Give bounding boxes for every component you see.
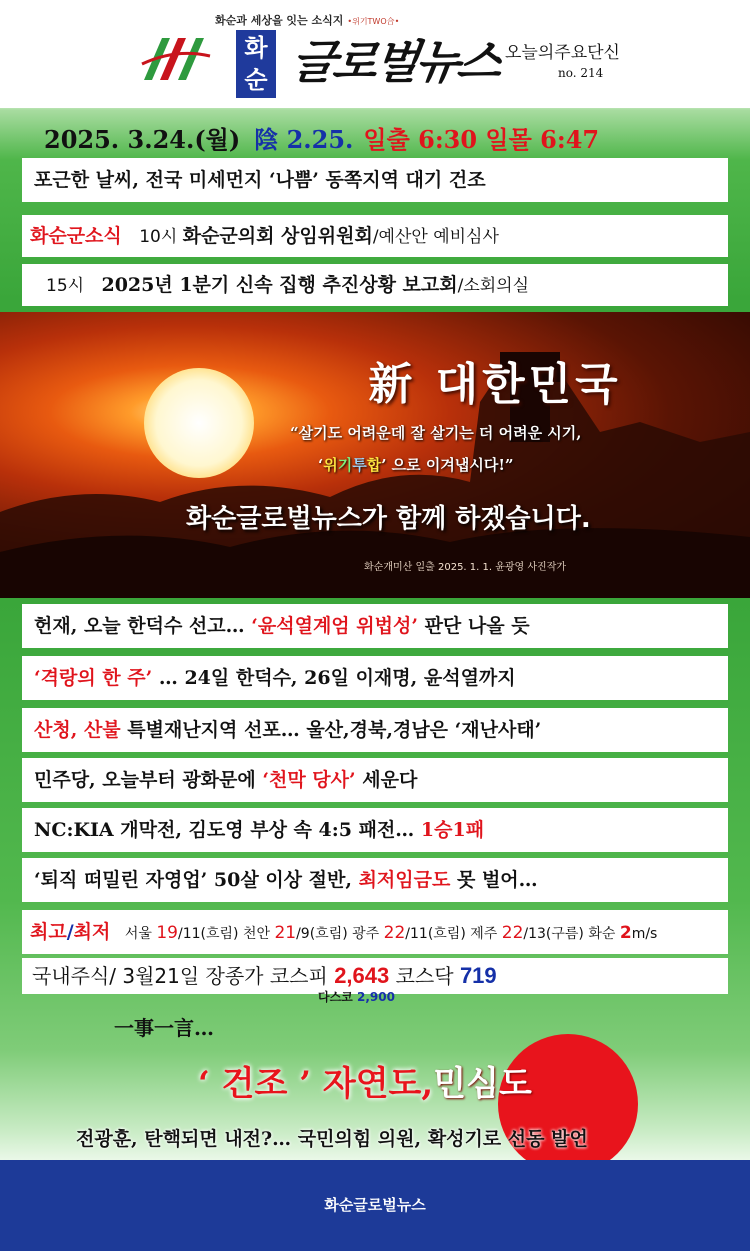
photo-credit: 화순개미산 일출 2025. 1. 1. 윤광영 사진작가 [364,562,567,573]
county-item2-time: 15시 [46,276,85,296]
kosdaq-label: 코스닥 [389,964,460,988]
headline-4[interactable]: 민주당, 오늘부터 광화문에 ‘천막 당사’ 세운다 [22,758,728,802]
hs-logo-icon [140,34,212,84]
kosdaq-value: 719 [459,963,497,988]
oneword-subtext: 전광훈, 탄핵되면 내전?… 국민의힘 의원, 확성기로 선동 발언 [76,1128,588,1150]
weather-wind: 화순 2m/s [588,923,658,943]
banner-quote-line1: “살기도 어려운데 잘 살기는 더 어려운 시기, [290,424,582,442]
stock-label: 국내주식/ 3월21일 장종가 코스피 [32,964,335,988]
county-item1-note: /예산안 예비심사 [372,227,499,247]
banner-title: 新 대한민국 [368,359,622,410]
weather-label: 최고/최저 [30,921,111,943]
county-news-label: 화순군소식 [30,225,122,247]
weather-row [22,910,728,954]
weather-seoul: 서울 19/11(흐림) [124,923,243,943]
date-line [44,120,599,155]
dow-value-row: 다스코 2,900 [318,990,395,1004]
weather-cheonan: 천안 21/9(흐림) [242,923,353,943]
kospi-value: 2,643 [334,963,390,988]
masthead-tagline-sub: •위기TWO合• [347,17,400,26]
logo-hwasun-box: 화 순 [236,30,276,98]
county-news-item-1[interactable] [22,215,728,257]
county-news-item-2[interactable] [22,264,728,306]
footer-brand[interactable]: 화순글로벌뉴스 [0,1160,750,1251]
banner-main-slogan: 화순글로벌뉴스가 함께 하겠습니다. [186,504,591,534]
county-item1-title: 화순군의회 상임위원회 [182,225,373,247]
weather-jeju: 제주 22/13(구름) [470,923,589,943]
issue-number: no. 214 [558,66,604,80]
oneword-label: 一事一言… [114,1016,214,1040]
sunrise-photo-banner [0,312,750,598]
oneword-slogan: ‘ 건조 ’ 자연도,민심도 [198,1064,532,1104]
banner-quote-line2: ‘위기투합’ 으로 이겨냅시다!” [318,456,514,474]
lead-headline[interactable]: 포근한 날씨, 전국 미세먼지 ‘나쁨’ 동쪽지역 대기 건조 [22,158,728,202]
headline-1[interactable]: 헌재, 오늘 한덕수 선고… ‘윤석열계엄 위법성’ 판단 나올 듯 [22,604,728,648]
headline-5[interactable]: NC:KIA 개막전, 김도영 부상 속 4:5 패전… 1승1패 [22,808,728,852]
edition-title: 오늘의주요단신 [505,43,620,63]
county-item2-title: 2025년 1분기 신속 집행 추진상황 보고회 [101,274,458,296]
sunrise-sunset: 일출 6:30 일몰 6:47 [363,125,600,154]
county-item1-time: 10시 [139,227,178,247]
county-item2-note: /소회의실 [457,276,530,296]
headline-2[interactable]: ‘격랑의 한 주’ … 24일 한덕수, 26일 이재명, 윤석열까지 [22,656,728,700]
date-text: 2025. 3.24.(월) [44,125,241,154]
masthead-tagline: 화순과 세상을 잇는 소식지 •위기TWO合• [215,14,400,27]
weather-gwangju: 광주 22/11(흐림) [352,923,471,943]
masthead [0,0,750,108]
headline-6[interactable]: ‘퇴직 떠밀린 자영업’ 50살 이상 절반, 최저임금도 못 벌어… [22,858,728,902]
headline-3[interactable]: 산청, 산불 특별재난지역 선포… 울산,경북,경남은 ‘재난사태’ [22,708,728,752]
lunar-date: 陰 2.25. [254,125,354,154]
logo-script-title: 글로벌뉴스 [287,35,503,89]
